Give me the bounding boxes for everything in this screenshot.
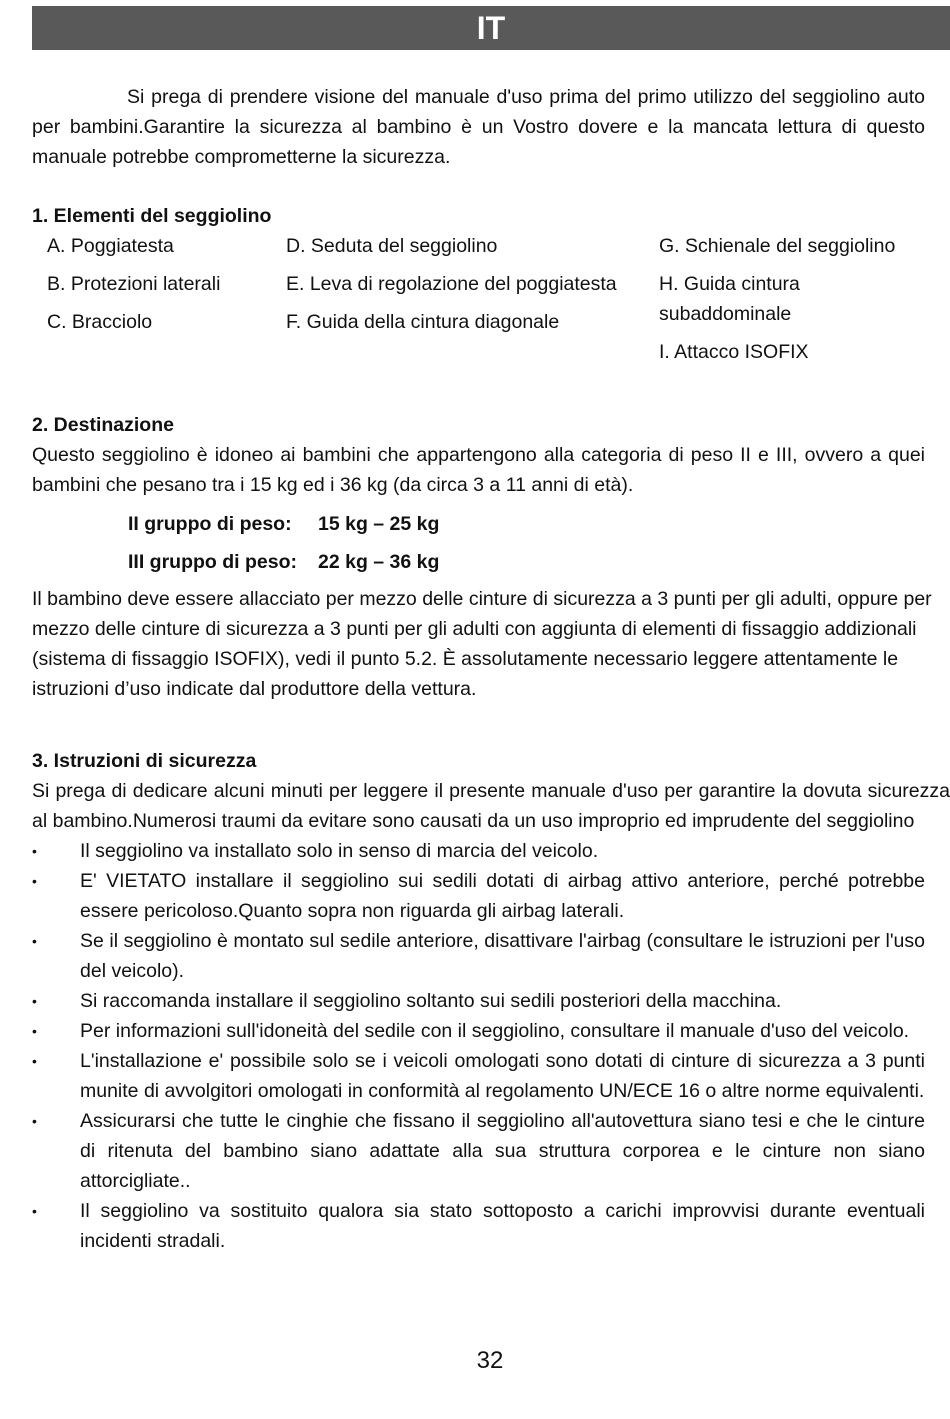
list-item: • E' VIETATO installare il seggiolino sui sedili dotati di airbag attivo anteriore, perché potrebbe essere pericoloso.Quanto sopra non riguarda gli airbag laterali. [32,866,925,926]
list-item: • Si raccomanda installare il seggiolino soltanto sui sedili posteriori della macchina. [32,986,925,1016]
section-title: 1. Elementi del seggiolino [32,205,272,227]
element-item: E. Leva di regolazione del poggiatesta [286,273,617,295]
elements-list [32,231,925,375]
page-content [32,82,950,1256]
weight-group-row [128,543,925,581]
page-number: 32 [476,1347,504,1374]
safety-list [32,836,925,1256]
element-item: C. Bracciolo [47,311,153,333]
weight-group-value: 15 kg – 25 kg [318,513,440,535]
elements-column-1 [47,231,286,375]
section-title: 3. Istruzioni di sicurezza [32,750,257,772]
list-item: • Assicurarsi che tutte le cinghie che fissano il seggiolino all'autovettura siano tesi e che le cinture di ritenuta del bambino siano adattate alla sua struttura corporea e le cinture non siano attorcigliate.. [32,1106,925,1196]
section-title: 2. Destinazione [32,414,174,436]
element-item: B. Protezioni laterali [47,273,221,295]
list-item: • Per informazioni sull'idoneità del sedile con il seggiolino, consultare il manuale d'uso del veicolo. [32,1016,925,1046]
fastening-text: Il bambino deve essere allacciato per mezzo delle cinture di sicurezza a 3 punti per gli adulti, oppure per mezzo delle cinture di sicurezza a 3 punti per gli adulti con aggiunta di elementi di fissaggio addizionali (sistema di fissaggio ISOFIX), vedi il punto 5.2. È assolutamente necessario leggere attentamente le istruzioni d’uso indicate dal produttore della vettura. [32,588,932,700]
list-item: • Il seggiolino va installato solo in senso di marcia del veicolo. [32,836,925,866]
section-elements [32,201,925,375]
element-item: I. Attacco ISOFIX [659,341,809,363]
element-item: D. Seduta del seggiolino [286,235,498,257]
element-item: G. Schienale del seggiolino [659,235,896,257]
weight-group-value: 22 kg – 36 kg [318,551,440,573]
element-item: A. Poggiatesta [47,235,174,257]
list-item: • L'installazione e' possibile solo se i veicoli omologati sono dotati di cinture di sicurezza a 3 punti munite di avvolgitori omologati in conformità al regolamento UN/ECE 16 o altre norme equivalenti. [32,1046,925,1106]
element-item: H. Guida cintura subaddominale [659,273,800,325]
list-item: • Il seggiolino va sostituito qualora sia stato sottoposto a carichi improvvisi durante eventuali incidenti stradali. [32,1196,925,1256]
weight-group-label: III gruppo di peso: [128,551,297,573]
section-destination [32,410,932,704]
element-item: F. Guida della cintura diagonale [286,311,560,333]
safety-intro: Si prega di dedicare alcuni minuti per leggere il presente manuale d'uso per garantire la dovuta sicurezza al bambino.Numerosi traumi da evitare sono causati da un uso improprio ed imprudente del seggiolino [32,780,950,832]
weight-group-label: II gruppo di peso: [128,513,292,535]
weight-group-row [128,505,925,543]
list-item: • Se il seggiolino è montato sul sedile anteriore, disattivare l'airbag (consultare le istruzioni per l'uso del veicolo). [32,926,925,986]
elements-column-2 [286,231,659,375]
language-header: IT [32,6,950,50]
destination-text: Questo seggiolino è idoneo ai bambini che appartengono alla categoria di peso II e III, ovvero a quei bambini che pesano tra i 15 kg ed i 36 kg (da circa 3 a 11 anni di età). [32,444,925,496]
elements-column-3 [659,231,929,375]
section-safety [32,746,950,1256]
intro-paragraph: Si prega di prendere visione del manuale d'uso prima del primo utilizzo del seggiolino auto per bambini.Garantire la sicurezza al bambino è un Vostro dovere e la mancata lettura di questo manuale potrebbe comprometterne la sicurezza. [32,86,925,168]
weight-groups [32,505,925,581]
